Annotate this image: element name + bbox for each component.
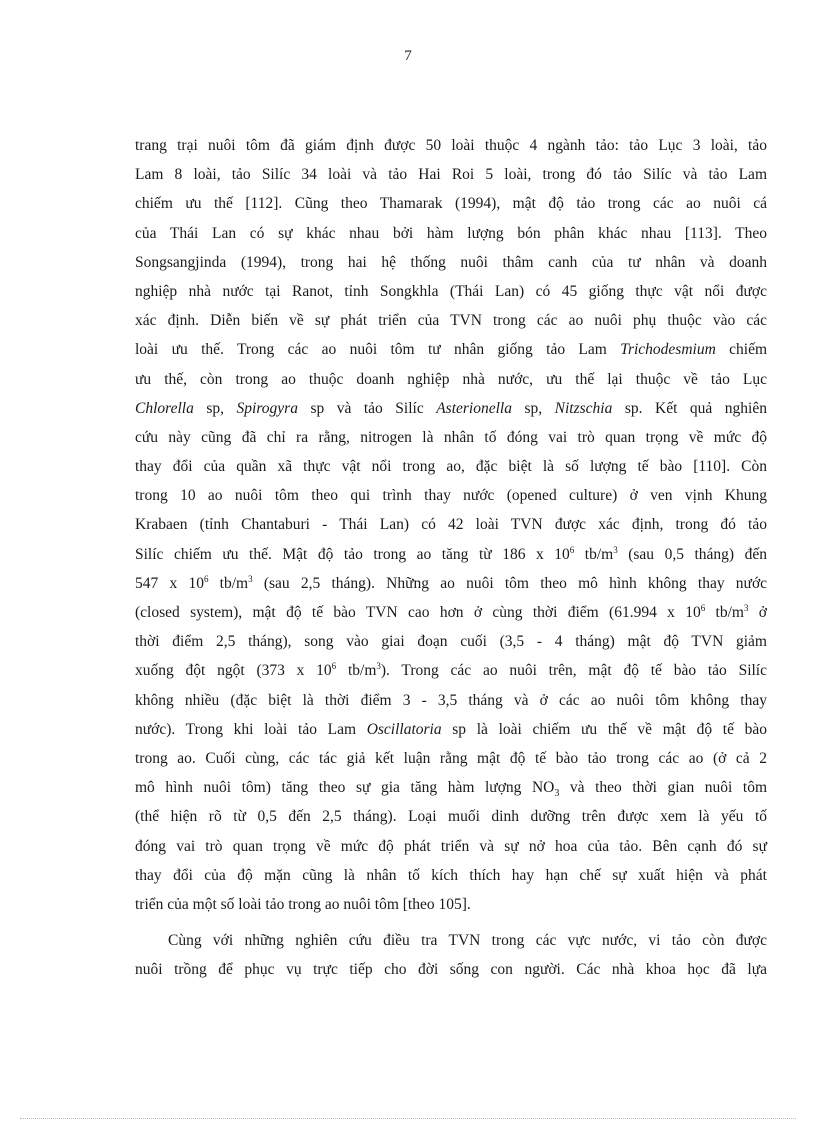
- superscript: 3: [743, 602, 749, 613]
- subscript: 3: [554, 788, 560, 800]
- text-run: sp,: [193, 399, 237, 417]
- text-line: Cùng với những nghiên cứu điều tra TVN trong các vực nước, vi tảo còn được: [168, 932, 767, 950]
- text-run: ở: [748, 604, 768, 621]
- text-run: loài ưu thế. Trong các ao nuôi tôm tư nhân giống tảo Lam: [135, 341, 621, 359]
- text-run: mô hình nuôi tôm) tăng theo sự gia tăng hàm lượng NO: [135, 779, 555, 797]
- text-run: và theo thời gian nuôi tôm: [559, 779, 767, 797]
- species-name: Oscillatoria: [366, 720, 442, 738]
- document-body: [135, 131, 767, 984]
- species-name: Spirogyra: [236, 399, 298, 417]
- text-line: (thể hiện rõ từ 0,5 đến 2,5 tháng). Loại muối dinh dưỡng trên được xem là yếu tố: [135, 808, 767, 826]
- text-run: sp và tảo Silíc: [297, 399, 437, 417]
- text-line: cứu này cũng đã chỉ ra rằng, nitrogen là nhân tố đóng vai trò quan trọng về mức độ: [135, 428, 767, 446]
- species-name: Chlorella: [135, 399, 194, 417]
- text-run: sp. Kết quả nghiên: [612, 399, 767, 417]
- paragraph-2: [135, 926, 767, 984]
- text-run: sp,: [512, 399, 555, 417]
- text-line: [135, 540, 767, 569]
- page-number: 7: [404, 48, 412, 64]
- text-run: tb/m: [705, 604, 744, 621]
- text-line: [135, 773, 767, 802]
- text-run: nước). Trong khi loài tảo Lam: [135, 720, 367, 738]
- species-name: Trichodesmium: [620, 341, 716, 359]
- text-run: xuống đột ngột (373 x 10: [135, 662, 332, 680]
- text-line: [135, 569, 767, 598]
- paragraph-1: [135, 131, 767, 919]
- text-line: đóng vai trò quan trọng về mức độ phát triển và sự nở hoa của tảo. Bên cạnh đó sự: [135, 837, 767, 855]
- text-line: xác định. Diễn biến về sự phát triển của TVN trong các ao nuôi phụ thuộc vào các: [135, 312, 767, 330]
- text-line: ưu thế, còn trong ao thuộc doanh nghiệp nhà nước, ưu thế lại thuộc về tảo Lục: [135, 370, 767, 388]
- superscript: 3: [248, 573, 253, 584]
- text-line: nuôi trồng để phục vụ trực tiếp cho đời sống con người. Các nhà khoa học đã lựa: [135, 961, 767, 979]
- text-line: trong 10 ao nuôi tôm theo qui trình thay nước (opened culture) ở ven vịnh Khung: [135, 487, 767, 505]
- text-run: chiếm: [715, 341, 767, 359]
- text-line: thay đổi của quần xã thực vật nổi trong ao, đặc biệt là số lượng tế bào [110]. Còn: [135, 458, 767, 476]
- text-run: (sau 0,5 tháng) đến: [617, 545, 767, 563]
- text-line: Krabaen (tỉnh Chantaburi - Thái Lan) có 42 loài TVN được xác định, trong đó tảo: [135, 516, 767, 534]
- paragraph-spacer: [135, 919, 767, 926]
- text-run: Silíc chiếm ưu thế. Mật độ tảo trong ao tăng từ 186 x 10: [135, 545, 570, 563]
- superscript: 6: [700, 602, 706, 613]
- text-run: 547 x 10: [135, 574, 204, 592]
- text-line: [135, 598, 767, 627]
- text-line: Songsangjinda (1994), trong hai hệ thống nuôi thâm canh của tư nhân và doanh: [135, 253, 767, 271]
- text-run: tb/m: [574, 545, 614, 563]
- page-bottom-rule: [20, 1118, 796, 1119]
- superscript: 6: [569, 544, 575, 555]
- text-line: [135, 656, 767, 685]
- superscript: 3: [376, 661, 381, 672]
- text-line: [135, 394, 767, 423]
- text-line: của Thái Lan có sự khác nhau bởi hàm lượng bón phân khác nhau [113]. Theo: [135, 224, 767, 242]
- text-line: nghiệp nhà nước tại Ranot, tỉnh Songkhla (Thái Lan) có 45 giống thực vật nổi được: [135, 282, 767, 300]
- text-run: sp là loài chiếm ưu thế về mật độ tế bào: [441, 720, 767, 738]
- text-run: tb/m: [208, 574, 249, 592]
- species-name: Nitzschia: [554, 399, 613, 417]
- text-run: (sau 2,5 tháng). Những ao nuôi tôm theo mô hình không thay nước: [252, 574, 768, 592]
- text-line: trong ao. Cuối cùng, các tác giả kết luận rằng mật độ tế bào tảo trong các ao (ở cả 2: [135, 749, 767, 767]
- text-run: tb/m: [336, 662, 377, 680]
- text-line: [135, 715, 767, 744]
- text-line: trang trại nuôi tôm đã giám định được 50 loài thuộc 4 ngành tảo: tảo Lục 3 loài, tảo: [135, 137, 767, 154]
- text-run: (closed system), mật độ tế bào TVN cao hơn ở cùng thời điểm (61.994 x 10: [135, 604, 701, 621]
- superscript: 3: [613, 544, 618, 555]
- superscript: 6: [203, 573, 209, 584]
- text-line: triển của một số loài tảo trong ao nuôi tôm [theo 105].: [135, 895, 471, 913]
- species-name: Asterionella: [436, 399, 512, 417]
- text-line: thời điểm 2,5 tháng), song vào giai đoạn cuối (3,5 - 4 tháng) mật độ TVN giảm: [135, 633, 767, 651]
- superscript: 6: [331, 661, 337, 672]
- text-line: thay đổi của độ mặn cũng là nhân tố kích thích hay hạn chế sự xuất hiện và phát: [135, 866, 767, 884]
- text-line: không nhiều (đặc biệt là thời điểm 3 - 3,5 tháng và ở các ao nuôi tôm không thay: [135, 691, 767, 709]
- text-line: Lam 8 loài, tảo Silíc 34 loài và tảo Hai Roi 5 loài, trong đó tảo Silíc và tảo Lam: [135, 166, 767, 184]
- text-run: ). Trong các ao nuôi trên, mật độ tế bào tảo Silíc: [380, 662, 767, 680]
- text-line: chiếm ưu thế [112]. Cũng theo Thamarak (1994), mật độ tảo trong các ao nuôi cá: [135, 195, 767, 213]
- text-line: [135, 335, 767, 364]
